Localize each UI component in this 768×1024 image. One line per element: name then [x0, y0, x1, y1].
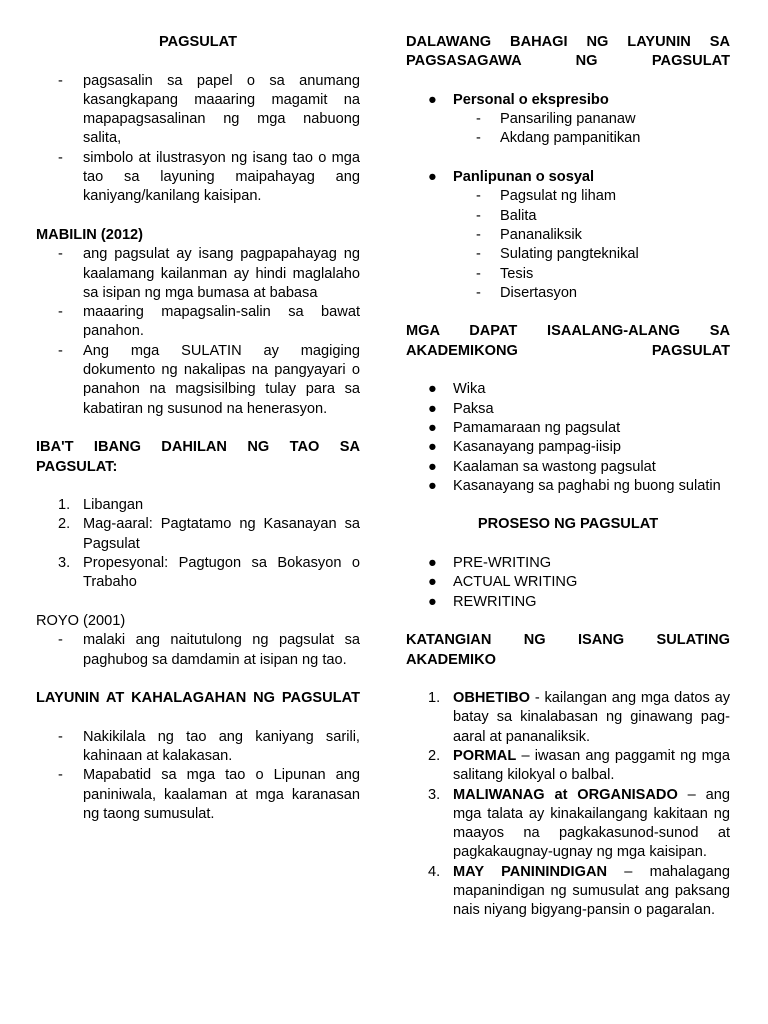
dahilan-list: [36, 496, 360, 592]
katangian-title: KATANGIAN NG ISANG SULATING AKADEMIKO: [406, 632, 730, 668]
right-column: [406, 33, 730, 921]
panlipunan-sublist: [406, 187, 730, 303]
list-item: - Tesis: [476, 265, 534, 282]
pagsulat-list: [36, 72, 360, 207]
dahilan-title: IBA'T IBANG DAHILAN NG TAO SA PAGSULAT:: [36, 439, 360, 475]
list-item: 3. Propesyonal: Pagtugon sa Bokasyon o Trabaho: [58, 555, 360, 591]
personal-sublist: [406, 110, 730, 149]
katangian-list: [406, 689, 730, 921]
list-item: - Mapabatid sa mga tao o Lipunan ang paniniwala, kaalaman at mga karanasan ng taong sumusulat.: [58, 767, 360, 822]
list-item: - Pagsulat ng liham: [476, 188, 617, 205]
list-item: - simbolo at ilustrasyon ng isang tao o mga tao sa layuning maipahayag ang kaniyang/kanilang kaisipan.: [58, 149, 360, 205]
list-item: - malaki ang naitutulong ng pagsulat sa paghubog sa damdamin at isipan ng tao.: [58, 632, 360, 668]
list-item: 1. OBHETIBO - kailangan ang mga datos ay batay sa kinalabasan ng ginawang pag-aaral at pananaliksik.: [428, 690, 730, 745]
list-item: - Sulating pangteknikal: [476, 246, 639, 263]
list-item: ● ACTUAL WRITING: [428, 574, 578, 591]
list-item: - Ang mga SULATIN ay magiging dokumento ng nakalipas na pangyayari o panahon na magsisilbing tulay para sa kabatiran ng susunod na henerasyon.: [58, 342, 360, 417]
list-item: 2. PORMAL – iwasan ang paggamit ng mga salitang kilokyal o balbal.: [428, 747, 730, 784]
list-item: - Disertasyon: [476, 284, 578, 301]
left-column: [36, 33, 360, 824]
list-item: ● Kasanayang pampag-iisip: [428, 439, 621, 456]
bahagi-list: [406, 91, 730, 110]
list-item: 2. Mag-aaral: Pagtatamo ng Kasanayan sa Pagsulat: [58, 516, 360, 552]
list-item: ● Pamamaraan ng pagsulat: [428, 419, 621, 436]
list-item: 4. MAY PANININDIGAN – mahalagang mapanindigan ng sumusulat ang paksang nais niyang bigyang-pansin o pagaralan.: [428, 863, 730, 919]
list-item: - Nakikilala ng tao ang kaniyang sarili, kahinaan at kalakasan.: [58, 728, 360, 764]
pagsulat-title: PAGSULAT: [158, 34, 238, 50]
list-item: ● Paksa: [428, 400, 494, 417]
royo-title: ROYO (2001): [36, 612, 126, 629]
list-item: ● Wika: [428, 381, 486, 398]
list-item: 3. MALIWANAG at ORGANISADO – ang mga talata ay kinakailangang kakitaan ng maayos na pagkakasunod-sunod at pagkakaugnay-ugnay ng mga kaisipan.: [428, 786, 730, 861]
list-item: ● REWRITING: [428, 593, 537, 610]
list-item: - ang pagsulat ay isang pagpapahayag ng kaalamang kailanman ay hindi maglalaho sa isipan ng mga bumasa at babasa: [58, 246, 360, 301]
proseso-title: PROSESO NG PAGSULAT: [477, 516, 659, 533]
list-item: ● Personal o ekspresibo: [428, 91, 609, 108]
list-item: 1. Libangan: [58, 497, 144, 514]
list-item: - Pansariling pananaw: [476, 111, 636, 128]
layunin-title: LAYUNIN AT KAHALAGAHAN NG PAGSULAT: [36, 690, 360, 707]
panlipunan-list: [406, 168, 730, 187]
list-item: ● Kasanayang sa paghabi ng buong sulatin: [428, 477, 721, 494]
proseso-list: [406, 554, 730, 612]
bahagi-title: DALAWANG BAHAGI NG LAYUNIN SA PAGSASAGAWA NG PAGSULAT: [406, 34, 730, 70]
layunin-list: [36, 728, 360, 824]
list-item: - Pananaliksik: [476, 226, 582, 243]
royo-list: [36, 631, 360, 670]
list-item: - pagsasalin sa papel o sa anumang kasangkapang maaaring magamit na mapapagsasalinan ng mga nabuong salita,: [58, 72, 360, 147]
mabilin-list: [36, 245, 360, 419]
list-item: - maaaring mapagsalin-salin sa bawat panahon.: [58, 304, 360, 340]
list-item: ● Panlipunan o sosyal: [428, 169, 595, 186]
list-item: - Akdang pampanitikan: [476, 130, 641, 147]
mabilin-title: MABILIN (2012): [36, 226, 144, 243]
list-item: ● Kaalaman sa wastong pagsulat: [428, 458, 656, 475]
dapat-list: [406, 380, 730, 496]
list-item: ● PRE-WRITING: [428, 555, 552, 572]
list-item: - Balita: [476, 207, 537, 224]
dapat-title: MGA DAPAT ISAALANG-ALANG SA AKADEMIKONG PAGSULAT: [406, 323, 730, 359]
